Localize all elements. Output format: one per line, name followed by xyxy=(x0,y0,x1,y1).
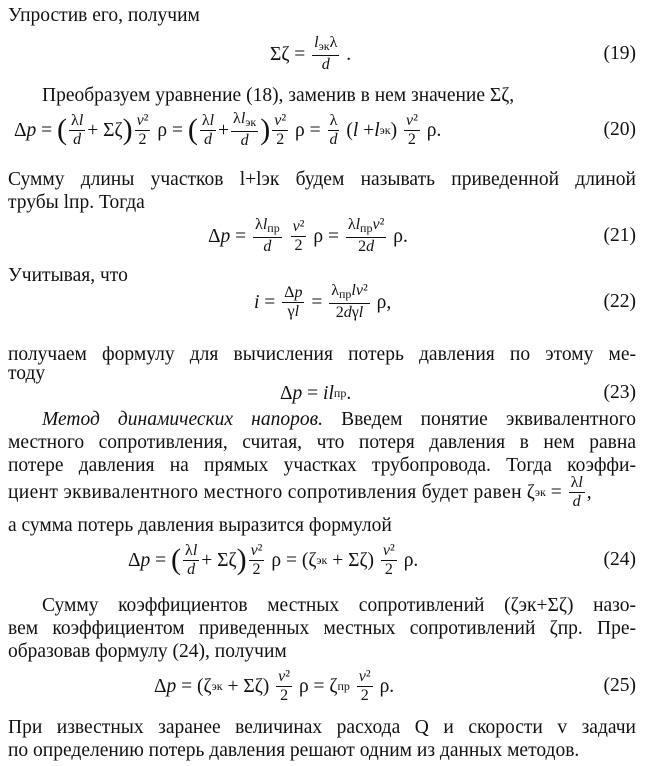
paragraph-text: по определению потерь давления решают одним из данных методов. xyxy=(8,740,580,761)
formula: Δ p = $\lambda l_{пр}$ d v² 2 ρ = $\lambda l_{пр}v^2$ 2d ρ. xyxy=(208,216,408,255)
equation-number: (23) xyxy=(603,382,636,403)
text-line xyxy=(8,716,636,739)
text-line xyxy=(8,4,636,27)
paragraph-text: потере давления на прямых участках трубопровода. Тогда коэффи- xyxy=(8,455,636,476)
formula: Δ p = ( λl d + Σζ ) v² 2 ρ = (ζ эк + Σζ) v² 2 ρ. xyxy=(128,541,419,578)
paragraph-text: местного сопротивления, считая, что потеря давления в нем равна xyxy=(8,432,636,453)
equation-24 xyxy=(0,540,646,580)
equation-21 xyxy=(0,216,646,256)
equation-number: (19) xyxy=(603,43,636,64)
text-line xyxy=(42,84,636,107)
paragraph-text: а сумма потерь давления выразится формулой xyxy=(8,515,392,536)
paragraph-text: Упростив его, получим xyxy=(8,5,200,26)
text-line xyxy=(8,168,636,191)
paragraph-text: Сумму длины участков l+lэк будем называть приведенной длиной xyxy=(8,169,636,190)
paragraph-text: Введем понятие эквивалентного xyxy=(322,409,637,430)
text-line xyxy=(8,617,636,640)
text-line xyxy=(8,739,636,762)
equation-number: (24) xyxy=(603,549,636,570)
paragraph-text: трубы lпр. Тогда xyxy=(8,192,145,213)
equation-number: (22) xyxy=(603,291,636,312)
paragraph-text: Учитывая, что xyxy=(8,265,128,286)
equation-number: (21) xyxy=(603,225,636,246)
text-line xyxy=(8,514,636,537)
paragraph-text: циент эквивалентного местного сопротивления будет равен xyxy=(8,481,522,503)
text-line xyxy=(42,594,636,617)
paragraph-text: Преобразуем уравнение (18), заменив в нем значение Σζ, xyxy=(42,85,515,106)
paragraph-text: При известных заранее величинах расхода Q и скорости v задачи xyxy=(8,717,636,738)
equation-number: (20) xyxy=(603,119,636,140)
equation-25 xyxy=(0,666,646,706)
paragraph-text: Сумму коэффициентов местных сопротивлений (ζэк+Σζ) назо- xyxy=(42,595,636,616)
text-line xyxy=(8,191,636,214)
formula: Δ p = ( λl d + Σζ ) v² 2 ρ = ( λl d + $\lambda l_{эк}$ d ) v² 2 ρ = λ d ( l + l эк ) v² 2 ρ. xyxy=(14,110,442,149)
paragraph-text: тоду xyxy=(8,363,46,384)
method-heading: Метод динамических напоров. xyxy=(42,409,323,430)
text-line xyxy=(42,408,636,431)
formula: i = Δp γl = $\lambda_{пр}lv^2$ 2dγl ρ, xyxy=(254,282,392,321)
paragraph-text: вем коэффициентом приведенных местных сопротивлений ζпр. Пре- xyxy=(8,618,636,639)
equation-number: (25) xyxy=(603,675,636,696)
text-line xyxy=(8,431,636,454)
paragraph-text: образовав формулу (24), получим xyxy=(8,641,287,662)
equation-22 xyxy=(0,282,646,322)
paragraph-text: получаем формулу для вычисления потерь давления по этому ме- xyxy=(8,344,636,365)
formula: Δ p = (ζ эк + Σζ) v² 2 ρ = ζ пр v² 2 ρ. xyxy=(154,667,395,704)
equation-19 xyxy=(0,34,646,74)
formula: Σζ = $l_{эк}\lambda$ d . xyxy=(270,34,352,73)
formula: Δ p = il пр . xyxy=(280,382,352,404)
text-line: циент эквивалентного местного сопротивления будет равен ζ эк = λl d , xyxy=(8,473,592,510)
equation-23 xyxy=(0,373,646,413)
text-line xyxy=(8,640,636,663)
equation-20 xyxy=(0,110,646,150)
